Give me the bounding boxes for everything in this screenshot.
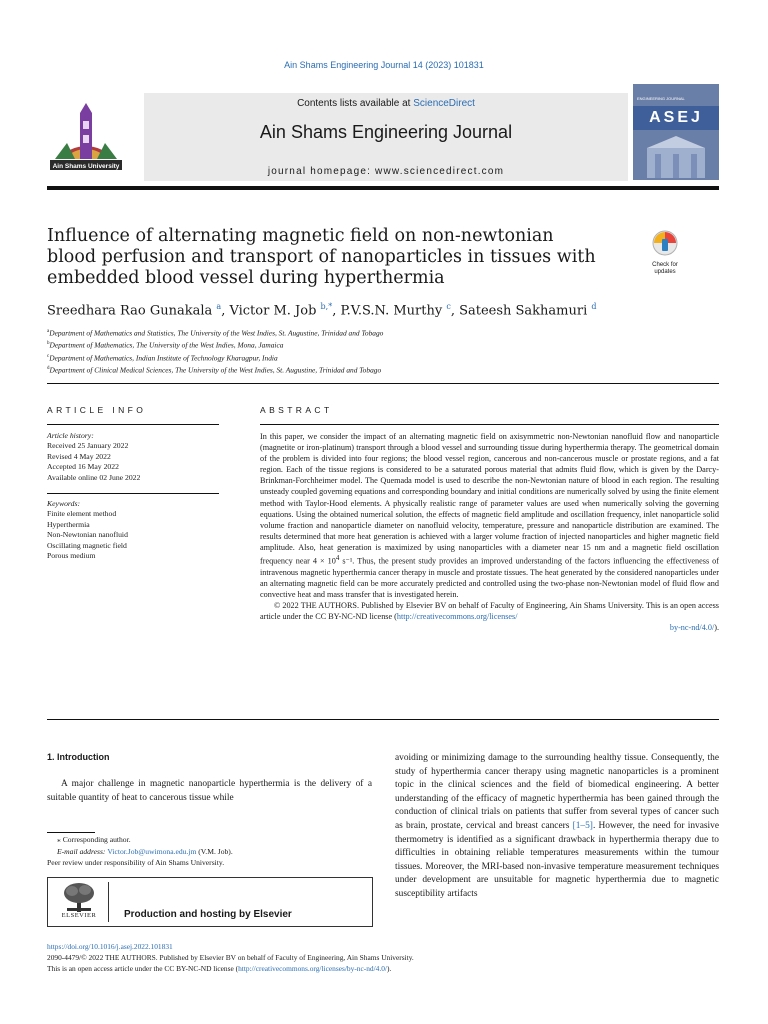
keyword: Porous medium [47,551,96,561]
author-affiliation-marker[interactable]: b,* [320,302,333,311]
article-title: Influence of alternating magnetic field on non-newtonian blood perfusion and transport of nanoparticles in tissues with embedded blood vessel during hyperthermia [47,226,596,288]
history-received: Received 25 January 2022 [47,441,129,451]
sciencedirect-link[interactable]: ScienceDirect [413,98,475,109]
affiliation: $^a$Department of Mathematics and Statistics, The University of the West Indies, St. Augustine, Trinidad and Tobago [47,328,384,338]
author-affiliation-marker[interactable]: a [216,302,222,311]
keyword: Finite element method [47,509,117,519]
divider [47,424,219,425]
contents-line: Contents lists available at ScienceDirect [297,98,475,109]
masthead-banner [144,93,628,181]
crossmark-button[interactable] [645,230,685,276]
keyword-list [47,499,128,561]
affiliation-list [47,326,727,376]
divider [47,719,719,720]
bottom-notes [47,941,719,974]
cover-small-text: ENGINEERING JOURNAL [637,96,685,101]
section-heading-introduction: 1. Introduction [47,752,110,762]
production-hosting-text: Production and hosting by Elsevier [124,909,292,920]
publisher-box [47,877,373,927]
history-online: Available online 02 June 2022 [47,472,141,482]
divider [47,493,219,494]
affiliation: $^c$Department of Mathematics, Indian Institute of Technology Kharagpur, India [47,353,278,363]
author-name: Victor M. Job [229,303,317,319]
article-info-heading: ARTICLE INFO [47,405,147,415]
license-link[interactable]: http://creativecommons.org/licenses/by-nc-nd/4.0/ [238,964,387,973]
author-list: Sreedhara Rao Gunakala $^a$, Victor M. Job $^{b,*}$, P.V.S.N. Murthy $^c$, Sateesh Sakhamuri $^d$ [47,302,597,319]
masthead-rule [47,186,719,190]
author-affiliation-marker[interactable]: d [591,302,597,311]
peer-review-note: Peer review under responsibility of Ain Shams University. [47,858,225,867]
doi-link[interactable]: https://doi.org/10.1016/j.asej.2022.101831 [47,942,173,951]
journal-reference-link[interactable]: Ain Shams Engineering Journal 14 (2023) 101831 [284,60,484,70]
crossmark-label: Check for updates [652,262,678,275]
email-link[interactable]: Victor.Job@uwimona.edu.jm [107,846,197,856]
bottom-license-line: This is an open access article under the CC BY-NC-ND license (http://creativecommons.org/licenses/by-nc-nd/4.0/). [47,964,392,973]
elsevier-tree-icon [61,882,97,912]
keywords-label: Keywords: [47,499,81,508]
keyword: Non-Newtonian nanofluid [47,530,128,540]
email-note: E-mail address: Victor.Job@uwimona.edu.jm (V.M. Job). [57,846,233,856]
journal-cover-image [633,84,719,180]
corresponding-author-note: ⁎ Corresponding author. [57,835,131,844]
cover-title: ASEJ [649,109,703,126]
journal-title: Ain Shams Engineering Journal [259,122,513,142]
citation-link[interactable]: [1–5] [572,820,593,831]
issn-line: 2090-4479/© 2022 THE AUTHORS. Published by Elsevier BV on behalf of Faculty of Engineering, Ain Shams University. [47,953,414,962]
divider [47,383,719,384]
journal-homepage[interactable]: journal homepage: www.sciencedirect.com [267,166,505,177]
history-accepted: Accepted 16 May 2022 [47,462,119,472]
license-link[interactable]: by-nc-nd/4.0/ [669,623,715,633]
abstract-body [260,431,719,633]
license-line: by-nc-nd/4.0/). [669,623,719,633]
abstract-heading: ABSTRACT [260,405,333,415]
author-affiliation-marker[interactable]: c [446,302,451,311]
author-name: Sreedhara Rao Gunakala [47,303,213,319]
crossmark-icon [650,230,680,256]
license-link[interactable]: http://creativecommons.org/licenses/ [396,612,518,622]
author-name: Sateesh Sakhamuri [459,303,588,319]
affiliation: $^d$Department of Clinical Medical Sciences, The University of the West Indies, St. Augustine, Trinidad and Tobago [47,365,382,375]
author-name: P.V.S.N. Murthy [340,303,443,319]
history-label: Article history: [47,431,94,440]
body-paragraph: avoiding or minimizing damage to the surrounding healthy tissue. Consequently, the study of hyperthermia cancer therapy using magnetic nanoparticles is a prominent topic in the clinical sciences and the field of biomedical engineering. A better understanding of the efficacy of magnetic hyperthermia has been gained through the conduction of clinical trials on patients that suffer from several types of cancer such as brain, prostate, cervical and breast cancers [1–5]. However, the need for invasive thermometry is identified as a significant drawback in hyperthermia therapy due to difficulties in obtaining reliable temperatures measurements within the tumour tissues. Moreover, the MRI-based non-invasive temperature measurement techniques under development are unsuitable for magnetic hyperthermia due to magnetic susceptibility artifacts [395,753,720,899]
affiliation: $^b$Department of Mathematics, The University of the West Indies, Mona, Jamaica [47,340,284,350]
history-revised: Revised 4 May 2022 [47,451,111,461]
abstract-text: In this paper, we consider the impact of an alternating magnetic field on axisymmetric non-Newtonian nanofluid flow and nanoparticle (magnetite or iron-platinum) transport through a blood vessel and surrounding tissue during hyperthermia therapy. The geometrical domain of the problem is divided into four regions; the blood vessel region, cancerous and non-cancerous muscle or prostate regions, and a fat region. Each of the tissue regions is considered to be a saturated porous material that admits fluid flow, which is given by the Darcy-Brinkman-Forchheimer model. The Quemada model is used to describe the non-Newtonian nature of blood in each region. The resulting unsteady coupled governing equations and corresponding boundary and initial conditions are numerically solved by using the finite element method with Taylor-Hood elements. A physically realistic range of parameter values are used when numerically solving the governing equations. Using the obtained numerical solution, the effects of magnetic field amplitude and oscillation frequency, inlet nanoparticle solid volume fraction and nanoparticle diameter on nanofluid velocity, temperature, pressure and nanoparticle distribution are examined. The results determined that more heat generation is achieved with a larger volume fraction of injected nanoparticles and higher magnetic field amplitude. Also, heat generation is maximized by using nanoparticles with a diameter near 15 nm and a magnetic field oscillation frequency near $4 \times 10^4$ s⁻¹. Thus, the present study provides an improved understanding of the factors influencing the effectiveness of intravenous magnetic hyperthermia cancer therapy in muscle and prostate tissues. The heat generated by the considered nanoparticles under an alternating magnetic field can be more accurately predicted and controlled using the two-phase non-Newtonian model of fluid flow and convective heat and mass transfer that is investigated herein. [260,432,719,600]
logo-caption: Ain Shams University [52,163,120,170]
keyword: Hyperthermia [47,519,90,529]
ain-shams-logo [47,103,125,173]
article-history [47,431,140,483]
divider [108,882,109,922]
keyword: Oscillating magnetic field [47,540,127,550]
elsevier-wordmark: ELSEVIER [61,912,97,919]
footnote-rule [47,832,95,833]
body-paragraph: A major challenge in magnetic nanoparticle hyperthermia is the delivery of a suitable quantity of heat to cancerous tissue while [47,779,372,803]
divider [260,424,719,425]
copyright-notice: © 2022 THE AUTHORS. Published by Elsevier BV on behalf of Faculty of Engineering, Ain Shams University. This is an open access article under the CC BY-NC-ND license (http://creativecommons.org/licenses/ [260,601,719,622]
footnotes [47,834,372,869]
